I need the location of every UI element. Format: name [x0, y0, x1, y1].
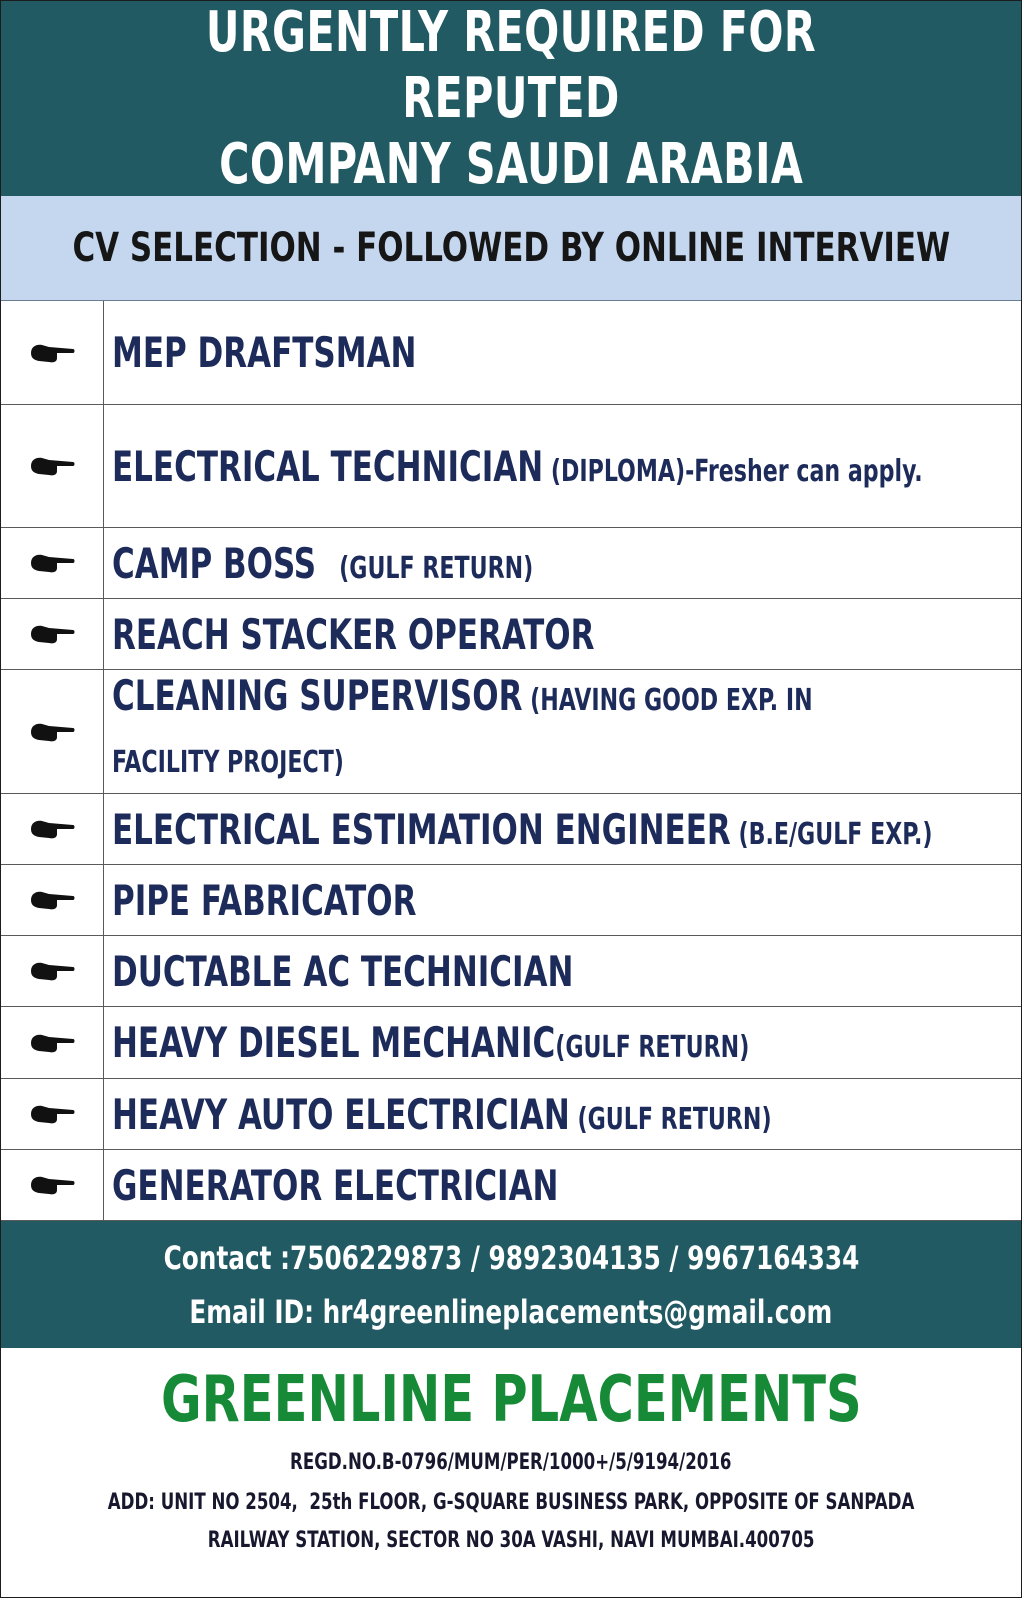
job-title: REACH STACKER OPERATOR	[112, 609, 595, 659]
job-text	[104, 599, 1021, 669]
job-row	[1, 599, 1021, 670]
job-list	[1, 301, 1021, 1221]
job-text	[104, 670, 1021, 793]
company-footer	[1, 1348, 1021, 1597]
job-note: (B.E/GULF EXP.)	[730, 816, 933, 852]
header-line-1: URGENTLY REQUIRED FOR REPUTED	[205, 0, 817, 131]
pointing-hand-icon	[1, 794, 104, 864]
job-row	[1, 301, 1021, 405]
job-text	[104, 936, 1021, 1006]
job-title: HEAVY DIESEL MECHANIC	[112, 1018, 556, 1067]
job-row	[1, 670, 1021, 794]
job-title: CAMP BOSS	[112, 538, 317, 588]
job-title: DUCTABLE AC TECHNICIAN	[112, 946, 574, 996]
selection-text: CV SELECTION - FOLLOWED BY ONLINE INTERVIEW	[72, 225, 950, 271]
job-text	[104, 1150, 1021, 1220]
job-text	[104, 1007, 1021, 1078]
pointing-hand-icon	[1, 301, 104, 404]
job-title: CLEANING SUPERVISOR	[112, 671, 523, 720]
job-title: PIPE FABRICATOR	[112, 875, 417, 925]
pointing-hand-icon	[1, 865, 104, 935]
job-text	[104, 301, 1021, 404]
job-title: HEAVY AUTO ELECTRICIAN	[112, 1089, 570, 1139]
poster-header	[1, 1, 1021, 196]
pointing-hand-icon	[1, 670, 104, 793]
job-title: ELECTRICAL TECHNICIAN	[112, 441, 544, 491]
job-note: (HAVING GOOD EXP. IN FACILITY PROJECT)	[112, 683, 813, 780]
pointing-hand-icon	[1, 936, 104, 1006]
job-row	[1, 936, 1021, 1007]
job-note: (GULF RETURN)	[555, 1030, 750, 1065]
address-line-1: ADD: UNIT NO 2504, 25th FLOOR, G-SQUARE BUSINESS PARK, OPPOSITE OF SANPADA	[107, 1490, 915, 1515]
address-line-2: RAILWAY STATION, SECTOR NO 30A VASHI, NAVI MUMBAI.400705	[207, 1528, 815, 1553]
registration-number: REGD.NO.B-0796/MUM/PER/1000+/5/9194/2016	[290, 1450, 732, 1475]
job-row	[1, 794, 1021, 865]
job-row	[1, 1079, 1021, 1150]
pointing-hand-icon	[1, 1079, 104, 1149]
pointing-hand-icon	[1, 405, 104, 527]
pointing-hand-icon	[1, 1007, 104, 1078]
job-note: (GULF RETURN)	[569, 1101, 772, 1137]
job-text	[104, 794, 1021, 864]
job-note: (GULF RETURN)	[316, 550, 534, 586]
job-row	[1, 528, 1021, 599]
header-line-2: COMPANY SAUDI ARABIA	[218, 131, 804, 197]
job-title: MEP DRAFTSMAN	[112, 328, 417, 377]
job-note: (DIPLOMA)-Fresher can apply.	[543, 453, 923, 489]
job-row	[1, 1150, 1021, 1221]
job-text	[104, 528, 1021, 598]
pointing-hand-icon	[1, 599, 104, 669]
job-text	[104, 1079, 1021, 1149]
contact-email: Email ID: hr4greenlineplacements@gmail.com	[189, 1292, 833, 1331]
job-row	[1, 865, 1021, 936]
job-row	[1, 405, 1021, 528]
job-text	[104, 865, 1021, 935]
pointing-hand-icon	[1, 528, 104, 598]
job-text	[104, 405, 1021, 527]
company-name: GREENLINE PLACEMENTS	[160, 1363, 862, 1437]
contact-banner	[1, 1221, 1021, 1348]
job-row	[1, 1007, 1021, 1079]
job-title: GENERATOR ELECTRICIAN	[112, 1160, 559, 1210]
selection-banner	[1, 196, 1021, 301]
job-title: ELECTRICAL ESTIMATION ENGINEER	[112, 804, 731, 854]
pointing-hand-icon	[1, 1150, 104, 1220]
contact-phones: Contact :7506229873 / 9892304135 / 9967164334	[163, 1238, 859, 1277]
